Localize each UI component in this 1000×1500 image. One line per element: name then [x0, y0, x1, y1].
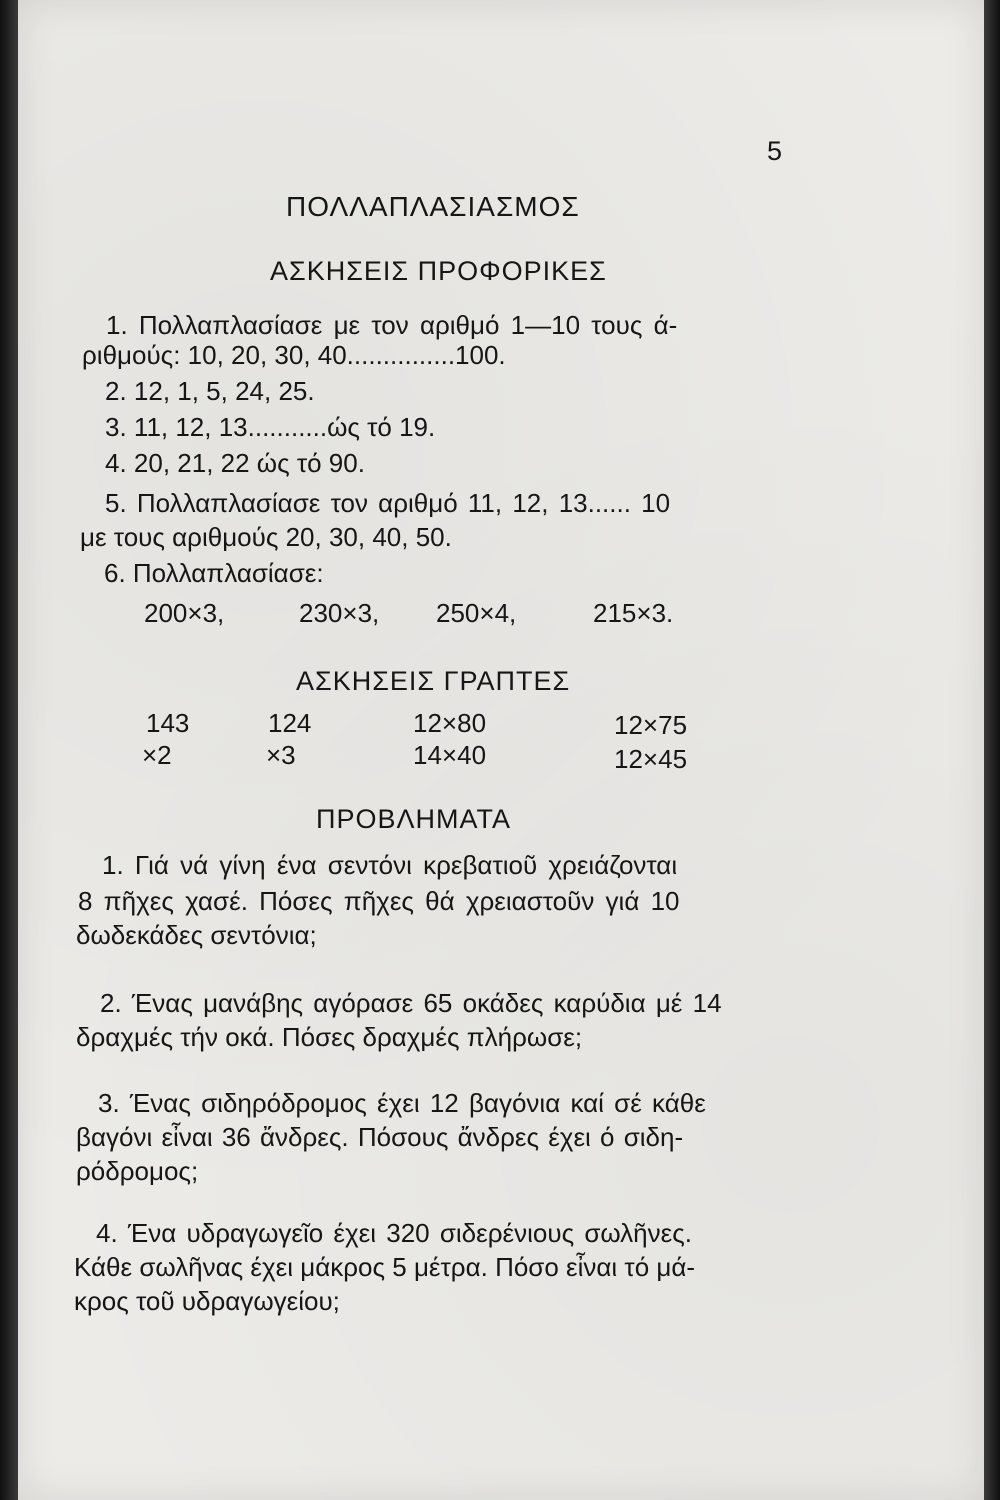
oral-exercise-2: 2. 12, 1, 5, 24, 25. [105, 376, 315, 406]
oral-exercise-4: 4. 20, 21, 22 ώς τό 90. [105, 448, 365, 478]
written-exercise-bottom: ×3 [266, 740, 296, 770]
oral-exercises-heading: ΑΣΚΗΣΕΙΣ ΠΡΟΦΟΡΙΚΕΣ [270, 256, 607, 286]
problem-3-line-2: βαγόνι εἶναι 36 ἄνδρες. Πόσους ἄνδρες έχει ό σιδη- [76, 1122, 684, 1152]
multiplication-item: 230×3, [299, 598, 380, 628]
written-exercise-bottom: 14×40 [413, 740, 487, 770]
written-exercise-bottom: 12×45 [614, 744, 688, 774]
book-page [18, 0, 984, 1500]
problem-1-line-3: δωδεκάδες σεντόνια; [76, 920, 317, 950]
problem-2-line-2: δραχμές τήν οκά. Πόσες δραχμές πλήρωσε; [76, 1022, 583, 1052]
problem-4-line-2: Κάθε σωλῆνας έχει μάκρος 5 μέτρα. Πόσο εἶναι τό μά- [74, 1252, 696, 1282]
problems-heading: ΠΡΟΒΛΗΜΑΤΑ [316, 804, 512, 834]
multiplication-item: 250×4, [436, 598, 517, 628]
problem-4-line-3: κρος τοῦ υδραγωγείου; [74, 1286, 340, 1316]
written-exercise-top: 12×80 [413, 708, 487, 738]
oral-exercise-1-line-1: 1. Πολλαπλασίασε με τον αριθμό 1—10 τους ά- [106, 310, 678, 340]
problem-3-line-3: ρόδρομος; [76, 1156, 199, 1186]
problem-1-line-1: 1. Γιά νά γίνη ένα σεντόνι κρεβατιοῦ χρειάζονται [102, 850, 678, 880]
multiplication-item: 200×3, [144, 598, 225, 628]
written-exercise-bottom: ×2 [142, 740, 172, 770]
page-number: 5 [767, 136, 783, 166]
page-title: ΠΟΛΛΑΠΛΑΣΙΑΣΜΟΣ [286, 191, 580, 222]
scan-edge-right [984, 0, 1000, 1500]
scan-edge-left [0, 0, 18, 1500]
oral-exercise-3: 3. 11, 12, 13...........ώς τό 19. [105, 412, 436, 442]
written-exercise-top: 143 [146, 708, 190, 738]
written-exercise-top: 124 [268, 708, 312, 738]
problem-1-line-2: 8 πῆχες χασέ. Πόσες πῆχες θά χρειαστοῦν γιά 10 [78, 886, 680, 916]
oral-exercise-5-line-1: 5. Πολλαπλασίασε τον αριθμό 11, 12, 13...... 10 [105, 488, 671, 518]
written-exercises-heading: ΑΣΚΗΣΕΙΣ ΓΡΑΠΤΕΣ [296, 666, 571, 696]
problem-4-line-1: 4. Ένα υδραγωγεῖο έχει 320 σιδερένιους σωλῆνες. [96, 1218, 692, 1248]
problem-2-line-1: 2. Ένας μανάβης αγόρασε 65 οκάδες καρύδια μέ 14 [100, 988, 722, 1018]
oral-exercise-6: 6. Πολλαπλασίασε: [104, 558, 324, 588]
multiplication-item: 215×3. [593, 598, 674, 628]
written-exercise-top: 12×75 [614, 710, 688, 740]
page-content [18, 0, 984, 1500]
oral-exercise-5-line-2: με τους αριθμούς 20, 30, 40, 50. [80, 522, 452, 552]
oral-exercise-1-line-2: ριθμούς: 10, 20, 30, 40...............100. [82, 340, 506, 370]
problem-3-line-1: 3. Ένας σιδηρόδρομος έχει 12 βαγόνια καί σέ κάθε [98, 1088, 706, 1118]
